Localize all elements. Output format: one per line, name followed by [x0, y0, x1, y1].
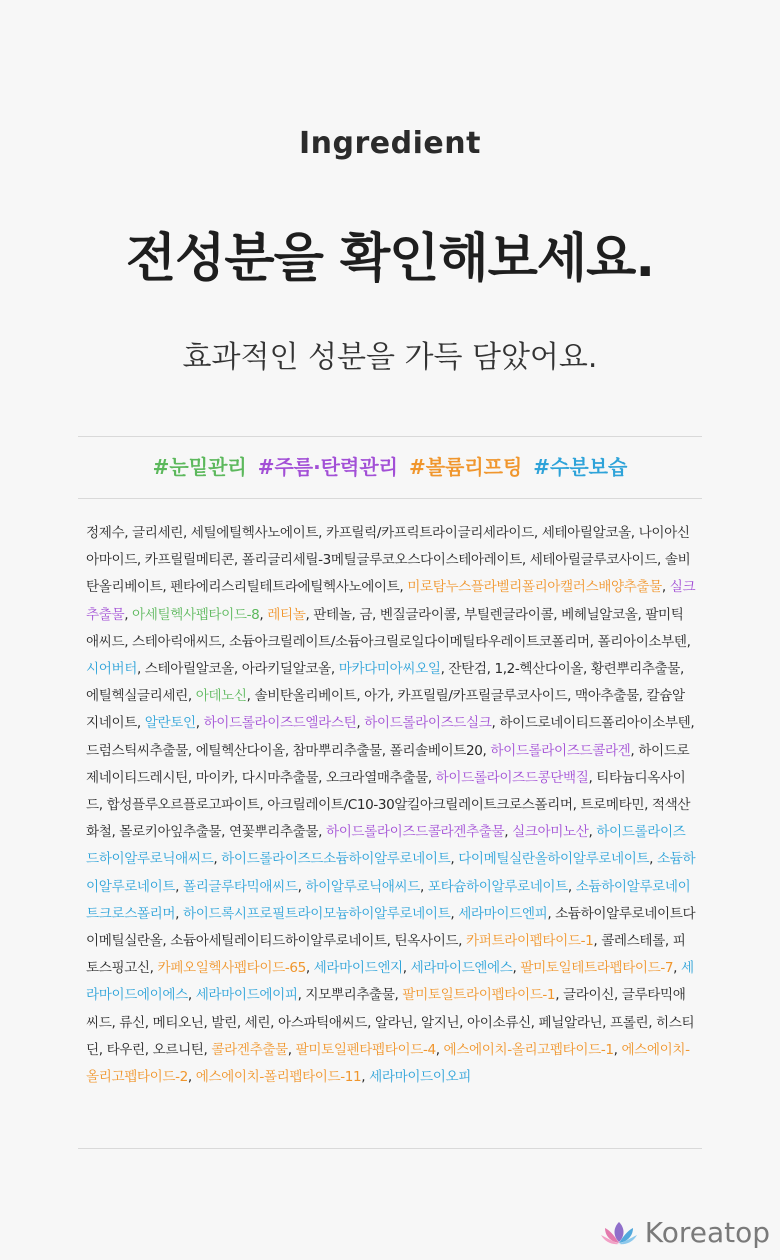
brand-name: Koreatop — [644, 1216, 770, 1249]
ingredient-text: , 콜레스테롤, 피토스핑고신, — [86, 933, 686, 977]
ingredient-highlight: 세라마이드에이에스 — [86, 960, 694, 1004]
hashtag-row — [0, 451, 780, 480]
ingredient-text: , — [259, 606, 268, 623]
ingredient-text: , — [305, 960, 314, 977]
ingredient-text: , — [187, 987, 196, 1004]
ingredient-text: , — [450, 905, 459, 922]
ingredient-text: , — [649, 851, 658, 868]
ingredient-highlight: 레티놀 — [267, 606, 306, 623]
ingredient-text: , — [297, 878, 306, 895]
ingredient-highlight: 알란토인 — [144, 715, 196, 732]
ingredient-highlight: 카페오일헥사펩타이드-65 — [157, 960, 306, 977]
ingredient-text: , — [213, 851, 222, 868]
ingredient-text: , — [450, 851, 459, 868]
ingredient-text: , 하이드로제네이티드레시틴, 마이카, 다시마추출물, 오크라열매추출물, — [86, 742, 690, 786]
ingredient-highlight: 다이메틸실란올하이알루로네이트 — [458, 851, 650, 868]
ingredient-highlight: 소듐하이알루로네이트 — [86, 851, 696, 895]
ingredient-text: , — [287, 1041, 296, 1058]
ingredient-highlight: 시어버터 — [86, 661, 137, 678]
divider-bottom — [78, 1148, 702, 1149]
ingredient-highlight: 하이드롤라이즈드하이알루로닉애씨드 — [86, 824, 686, 868]
ingredient-highlight: 소듐하이알루로네이트크로스폴리머 — [86, 878, 691, 922]
ingredient-highlight: 에스에이치-올리고펩타이드-1 — [443, 1041, 614, 1058]
ingredient-text: , — [588, 824, 597, 841]
ingredient-highlight: 포타슘하이알루로네이트 — [427, 878, 568, 895]
hashtag-eye-care: #눈밑관리 — [152, 455, 247, 479]
ingredient-highlight: 세라마이드엔지 — [313, 960, 403, 977]
ingredient-text: , 스테아릴알코올, 아라키딜알코올, — [136, 661, 339, 678]
ingredient-text: , — [613, 1041, 622, 1058]
ingredient-highlight: 팔미토일트라이펩타이드-1 — [402, 987, 556, 1004]
ingredient-text: , 지모뿌리추출물, — [297, 987, 403, 1004]
ingredient-text: , 판테놀, 금, 벤질글라이콜, 부틸렌글라이콜, 베헤닐알코올, 팔미틱애씨드, 스테아릭애씨드, 소듐아크릴레이트/소듐아크릴로일다이메틸타우레이트코폴리머, 폴리아이소부텐, — [86, 606, 691, 650]
ingredient-highlight: 하이드롤라이즈드엘라스틴 — [203, 715, 357, 732]
hashtag-wrinkle-care: #주름·탄력관리 — [257, 455, 398, 479]
section-eyebrow: Ingredient — [299, 126, 481, 161]
divider-top — [78, 436, 702, 437]
lotus-icon — [599, 1218, 639, 1248]
ingredient-text: , — [420, 878, 428, 895]
ingredient-text: , 솔비탄올리베이트, 아가, 카프릴릴/카프릴글루코사이드, 맥아추출물, 칼슘알지네이트, — [86, 688, 685, 732]
ingredient-highlight: 세라마이드에이피 — [195, 987, 298, 1004]
ingredient-text: , — [195, 715, 204, 732]
ingredient-text: , — [175, 878, 183, 895]
ingredient-text: , 소듐하이알루로네이트다이메틸실란올, 소듐아세틸레이티드하이알루로네이트, 틴옥사이드, — [86, 905, 696, 950]
page-subline: 효과적인 성분을 가득 담았어요. — [182, 340, 598, 375]
ingredient-highlight: 팔미토일펜타펩타이드-4 — [295, 1041, 436, 1058]
ingredient-highlight: 미로탐누스플라벨리폴리아캘러스배양추출물 — [407, 579, 662, 596]
ingredient-highlight: 하이드롤라이즈드실크 — [364, 715, 492, 732]
ingredient-text: , 잔탄검, 1,2-헥산다이올, 황련뿌리추출물, 에틸헥실글리세린, — [86, 661, 684, 705]
ingredient-highlight: 하이드롤라이즈드콩단백질 — [435, 769, 589, 786]
hashtag-moisture: #수분보습 — [533, 455, 628, 479]
ingredient-highlight: 에스에이치-올리고펩타이드-2 — [86, 1041, 690, 1086]
ingredient-text: , — [124, 606, 133, 623]
page-headline: 전성분을 확인해보세요. — [125, 229, 655, 289]
ingredient-highlight: 에스에이치-폴리펩타이드-11 — [195, 1069, 362, 1086]
ingredient-highlight: 하이드록시프로필트라이모늄하이알루로네이트 — [182, 905, 451, 922]
ingredient-highlight: 마카다미아씨오일 — [338, 661, 441, 678]
ingredient-list — [86, 520, 696, 1091]
ingredient-highlight: 카퍼트라이펩타이드-1 — [466, 933, 594, 950]
ingredient-text: , — [175, 905, 183, 922]
ingredient-highlight: 실크아미노산 — [512, 824, 589, 841]
ingredient-highlight: 하이드롤라이즈드소듐하이알루로네이트 — [221, 851, 451, 868]
divider-middle — [78, 498, 702, 499]
ingredient-highlight: 하이알루로닉애씨드 — [305, 878, 420, 895]
ingredient-highlight: 세라마이드엔에스 — [410, 960, 513, 977]
ingredient-text: , — [402, 960, 411, 977]
ingredient-highlight: 콜라겐추출물 — [211, 1041, 288, 1058]
ingredient-text: , — [504, 824, 513, 841]
ingredient-text: , 티타늄디옥사이드, 합성플루오르플로고파이트, 아크릴레이트/C10-30알킬아크릴레이트크로스폴리머, 트로메타민, 적색산화철, 몰로키아잎추출물, 연꽃뿌리추출물, — [86, 769, 691, 841]
ingredient-highlight: 세라마이드이오피 — [369, 1069, 471, 1086]
ingredient-highlight: 하이드롤라이즈드콜라겐 — [490, 742, 631, 759]
ingredient-highlight: 폴리글루타믹애씨드 — [182, 878, 298, 895]
ingredient-highlight: 하이드롤라이즈드콜라겐추출물 — [325, 824, 505, 841]
ingredient-text: , — [361, 1069, 370, 1086]
ingredient-highlight: 팔미토일테트라펩타이드-7 — [520, 960, 674, 977]
ingredient-text: , — [187, 1069, 196, 1086]
ingredient-text: , — [435, 1041, 444, 1058]
ingredient-text: , — [512, 960, 521, 977]
ingredient-highlight: 실크추출물 — [86, 579, 696, 623]
ingredient-text: , 글라이신, 글루타믹애씨드, 류신, 메티오닌, 발린, 세린, 아스파틱애씨드, 알라닌, 알지닌, 아이소류신, 페닐알라닌, 프롤린, 히스티딘, 타우린, 오르니틴, — [86, 987, 695, 1058]
ingredient-text: , — [567, 878, 576, 895]
koreatop-logo — [599, 1216, 770, 1249]
ingredient-text: , — [673, 960, 681, 977]
ingredient-text: , — [356, 715, 365, 732]
ingredient-highlight: 아데노신 — [195, 688, 247, 705]
ingredient-text: , — [661, 579, 670, 596]
ingredient-text: 정제수, 글리세린, 세틸에틸헥사노에이트, 카프릴릭/카프릭트라이글리세라이드, 세테아릴알코올, 나이아신아마이드, 카프릴릴메티콘, 폴리글리세릴-3메틸글루코오스다이스테아레이트, 세테아릴글루코사이드, 솔비탄올리베이트, 펜타에리스리틸테트라에틸헥사노에이트, — [86, 525, 691, 596]
hashtag-volume-lifting: #볼륨리프팅 — [408, 455, 523, 479]
ingredient-text: , 하이드로네이티드폴리아이소부텐, 드럼스틱씨추출물, 에틸헥산다이올, 참마뿌리추출물, 폴리솔베이트20, — [86, 715, 695, 759]
ingredient-highlight: 세라마이드엔피 — [458, 905, 548, 922]
ingredient-highlight: 아세틸헥사펩타이드-8 — [132, 606, 260, 623]
